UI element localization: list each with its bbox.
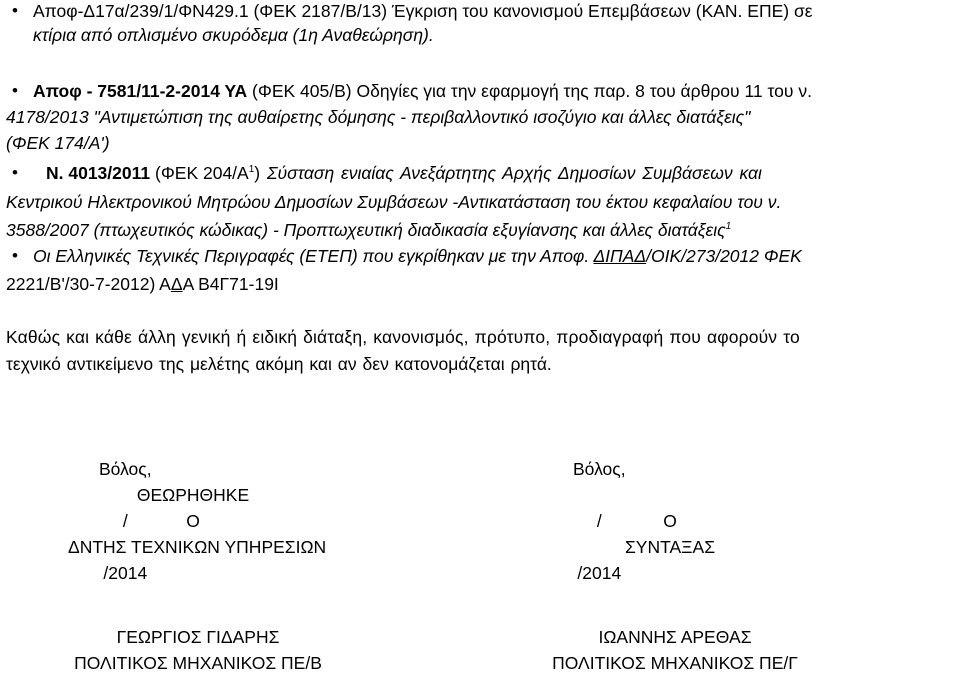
reference-2-line-3: (ΦΕΚ 174/Α') (6, 133, 110, 153)
general-provisions-paragraph (6, 324, 956, 378)
reference-4-underlined: ΔΙΠΑΔ (593, 246, 647, 266)
paragraph-line-1: Καθώς και κάθε άλλη γενική ή ειδική διάταξη, κανονισμός, πρότυπο, προδιαγραφή που αφορούν το (6, 327, 800, 347)
reference-2-line-1: (ΦΕΚ 405/Β) Οδηγίες για την εφαρμογή της παρ. 8 του άρθρου 11 του ν. (247, 81, 812, 101)
date-year: /2014 (103, 563, 148, 583)
bullet-icon: • (12, 246, 18, 265)
reference-1-line-1: Αποφ-Δ17α/239/1/ΦΝ429.1 (ΦΕΚ 2187/Β/13) Έγκριση του κανονισμού Επεμβάσεων (ΚΑΝ. ΕΠΕ) σε (33, 1, 813, 21)
reference-3-gazette: (ΦΕΚ 204/Α (150, 163, 249, 183)
paragraph-line-2: τεχνικό αντικείμενο της μελέτης ακόμη και αν δεν κατονομάζεται ρητά. (6, 354, 552, 374)
reference-3-close-paren: ) (254, 163, 261, 183)
reference-2-line-2: 4178/2013 "Αντιμετώπιση της αυθαίρετης δόμησης - περιβαλλοντικό ισοζύγιο και άλλες διατάξεις" (6, 107, 751, 127)
signatory-article: Ο (186, 511, 200, 531)
signatory-title: ΠΟΛΙΤΙΚΟΣ ΜΗΧΑΝΙΚΟΣ ΠΕ/Γ (552, 653, 798, 673)
bullet-icon: • (12, 81, 18, 100)
bullet-icon: • (12, 163, 18, 182)
footnote-marker: 1 (248, 164, 255, 176)
date-slash: / (596, 511, 602, 531)
date-place: Βόλος, (573, 459, 626, 479)
reference-4-line-2-b: Α Β4Γ71-19Ι (182, 274, 279, 294)
reference-3-line-3: 3588/2007 (πτωχευτικός κώδικας) - Προπτωχευτική διαδικασία εξυγίανσης και άλλες διατάξεις (6, 220, 726, 240)
reference-4-line-1-tail: /ΟΙΚ/273/2012 ΦΕΚ (646, 246, 802, 266)
reference-3-title: Σύσταση ενιαίας Ανεξάρτητης Αρχής Δημοσίων Συμβάσεων και (260, 163, 762, 183)
reference-4-line-2-a: 2221/Β'/30-7-2012) Α (6, 274, 171, 294)
signatory-role: ΔΝΤΗΣ ΤΕΧΝΙΚΩΝ ΥΠΗΡΕΣΙΩΝ (68, 537, 327, 557)
signatory-title: ΠΟΛΙΤΙΚΟΣ ΜΗΧΑΝΙΚΟΣ ΠΕ/Β (74, 653, 322, 673)
reference-2-code: Αποφ - 7581/11-2-2014 ΥΑ (33, 81, 248, 101)
date-place: Βόλος, (99, 459, 152, 479)
signatory-article: Ο (663, 511, 677, 531)
signatory-role: ΣΥΝΤΑΞΑΣ (624, 537, 716, 557)
signatory-name: ΓΕΩΡΓΙΟΣ ΓΙΔΑΡΗΣ (116, 627, 280, 647)
reference-3-law: Ν. 4013/2011 (46, 163, 151, 183)
footnote-marker: 1 (725, 221, 732, 233)
reference-1-line-2: κτίρια από οπλισμένο σκυρόδεμα (1η Αναθεώρηση). (33, 25, 434, 45)
reference-4-line-2-underlined: Δ (170, 274, 183, 294)
reference-3-line-2: Κεντρικού Ηλεκτρονικού Μητρώου Δημοσίων Συμβάσεων -Αντικατάσταση του έκτου κεφαλαίου του ν. (6, 192, 782, 212)
reference-4-line-1: Οι Ελληνικές Τεχνικές Περιγραφές (ΕΤΕΠ) που εγκρίθηκαν με την Αποφ. (33, 246, 594, 266)
bullet-icon: • (12, 1, 18, 20)
signatory-name: ΙΩΑΝΝΗΣ ΑΡΕΘΑΣ (598, 627, 752, 647)
date-slash: / (122, 511, 128, 531)
date-year: /2014 (577, 563, 622, 583)
approval-status: ΘΕΩΡΗΘΗΚΕ (136, 485, 250, 505)
